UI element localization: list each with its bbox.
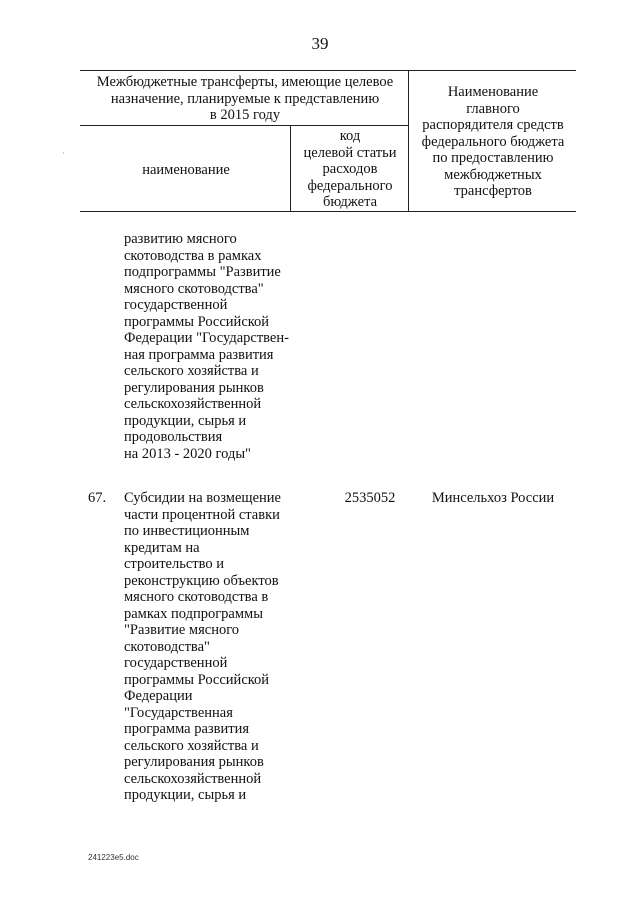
page-number: 39 (311, 34, 329, 53)
header-bottom-rule (80, 211, 576, 212)
margin-mark: · (62, 148, 65, 158)
header-top-rule (80, 70, 576, 71)
header-divider-agency (408, 70, 409, 211)
header-col-code: код целевой статьи расходов федерального бюджета (303, 128, 397, 210)
continuation-row-name: развитию мясного скотоводства в рамках подпрограммы "Развитие мясного скотоводства" государственной программы Российской Федерации "Государствен- ная программа развития сельского хозяйства и регулирования рынков сельскохозяйственной продукции, сырья и продовольствия на 2013 - 2020 годы" (124, 231, 289, 462)
row-67-agency: Минсельхоз России (431, 490, 555, 506)
header-col-agency: Наименование главного распорядителя средств федерального бюджета по предоставлению межбюджетных трансфертов (421, 84, 565, 199)
header-divider-code (290, 125, 291, 211)
row-67-name: Субсидии на возмещение части процентной ставки по инвестиционным кредитам на строительство и реконструкцию объектов мясного скотоводства в рамках подпрограммы "Развитие мясного скотоводства" государственной программы Российской Федерации "Государственная программа развития сельского хозяйства и регулирования рынков сельскохозяйственной продукции, сырья и (124, 490, 281, 803)
footer-doc-id: 241223e5.doc (88, 853, 139, 862)
row-67-code: 2535052 (344, 490, 396, 506)
header-col-name: наименование (142, 162, 230, 178)
header-group-title: Межбюджетные трансферты, имеющие целевое назначение, планируемые к представлению в 2015 году (96, 74, 394, 123)
header-group-rule (80, 125, 408, 126)
row-67-number: 67. (88, 490, 107, 506)
